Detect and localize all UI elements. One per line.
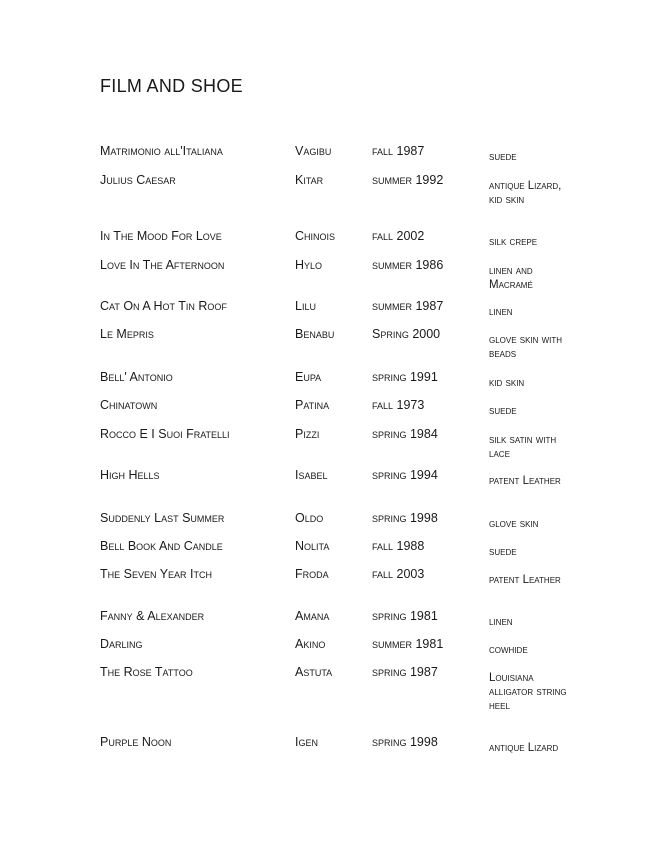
season-cell: spring 1991 <box>372 370 438 384</box>
shoe-name-cell: Nolita <box>295 539 330 553</box>
season-cell: fall 1988 <box>372 539 425 553</box>
season-cell: fall 2003 <box>372 567 425 581</box>
season-cell: summer 1981 <box>372 637 444 651</box>
material-cell: linen and Macramé <box>489 265 533 291</box>
material-cell: glove skin <box>489 518 539 530</box>
film-title-cell: Suddenly Last Summer <box>100 511 225 525</box>
shoe-name-cell: Kitar <box>295 173 324 187</box>
material-cell: antique Lizard <box>489 742 559 754</box>
shoe-name-cell: Igen <box>295 735 318 749</box>
season-cell: fall 1987 <box>372 144 425 158</box>
film-title-cell: Darling <box>100 637 143 651</box>
film-title-cell: Le Mepris <box>100 327 154 341</box>
season-cell: spring 1984 <box>372 427 438 441</box>
material-cell: glove skin with beads <box>489 334 563 360</box>
shoe-name-cell: Akino <box>295 637 326 651</box>
season-cell: summer 1992 <box>372 173 444 187</box>
season-cell: fall 1973 <box>372 398 425 412</box>
material-cell: antique Lizard, kid skin <box>489 180 562 206</box>
material-cell: silk crepe <box>489 236 538 248</box>
film-title-cell: Purple Noon <box>100 735 172 749</box>
shoe-name-cell: Eupa <box>295 370 322 384</box>
material-cell: silk satin with lace <box>489 434 557 460</box>
season-cell: spring 1981 <box>372 609 438 623</box>
shoe-name-cell: Isabel <box>295 468 328 482</box>
film-title-cell: High Hells <box>100 468 160 482</box>
film-title-cell: Matrimonio all'Italiana <box>100 144 223 158</box>
material-cell: patent Leather <box>489 475 561 487</box>
season-cell: spring 1998 <box>372 511 438 525</box>
film-title-cell: Love In The Afternoon <box>100 258 225 272</box>
film-title-cell: Bell Book And Candle <box>100 539 223 553</box>
film-title-cell: Bell' Antonio <box>100 370 173 384</box>
shoe-name-cell: Benabu <box>295 327 335 341</box>
season-cell: spring 1994 <box>372 468 438 482</box>
season-cell: spring 1998 <box>372 735 438 749</box>
material-cell: cowhide <box>489 644 528 656</box>
film-title-cell: Cat On A Hot Tin Roof <box>100 299 227 313</box>
film-title-cell: In The Mood For Love <box>100 229 222 243</box>
shoe-name-cell: Hylo <box>295 258 323 272</box>
film-title-cell: Julius Caesar <box>100 173 176 187</box>
film-title-cell: Fanny & Alexander <box>100 609 205 623</box>
season-cell: fall 2002 <box>372 229 425 243</box>
film-title-cell: Chinatown <box>100 398 158 412</box>
film-title-cell: The Seven Year Itch <box>100 567 212 581</box>
material-cell: kid skin <box>489 377 525 389</box>
shoe-name-cell: Vagibu <box>295 144 332 158</box>
shoe-name-cell: Amana <box>295 609 330 623</box>
page-title: FILM AND SHOE <box>100 76 243 96</box>
season-cell: spring 1987 <box>372 665 438 679</box>
material-cell: linen <box>489 616 513 628</box>
season-cell: summer 1986 <box>372 258 444 272</box>
material-cell: linen <box>489 306 513 318</box>
shoe-name-cell: Patina <box>295 398 330 412</box>
shoe-name-cell: Lilu <box>295 299 316 313</box>
shoe-name-cell: Chinois <box>295 229 336 243</box>
material-cell: Louisiana alligator string heel <box>489 672 567 712</box>
shoe-name-cell: Astuta <box>295 665 333 679</box>
shoe-name-cell: Oldo <box>295 511 324 525</box>
shoe-name-cell: Pizzi <box>295 427 320 441</box>
material-cell: suede <box>489 546 517 558</box>
material-cell: suede <box>489 151 517 163</box>
season-cell: Spring 2000 <box>372 327 441 341</box>
material-cell: patent Leather <box>489 574 561 586</box>
film-title-cell: Rocco E I Suoi Fratelli <box>100 427 230 441</box>
material-cell: suede <box>489 405 517 417</box>
season-cell: summer 1987 <box>372 299 444 313</box>
film-title-cell: The Rose Tattoo <box>100 665 193 679</box>
shoe-name-cell: Froda <box>295 567 329 581</box>
